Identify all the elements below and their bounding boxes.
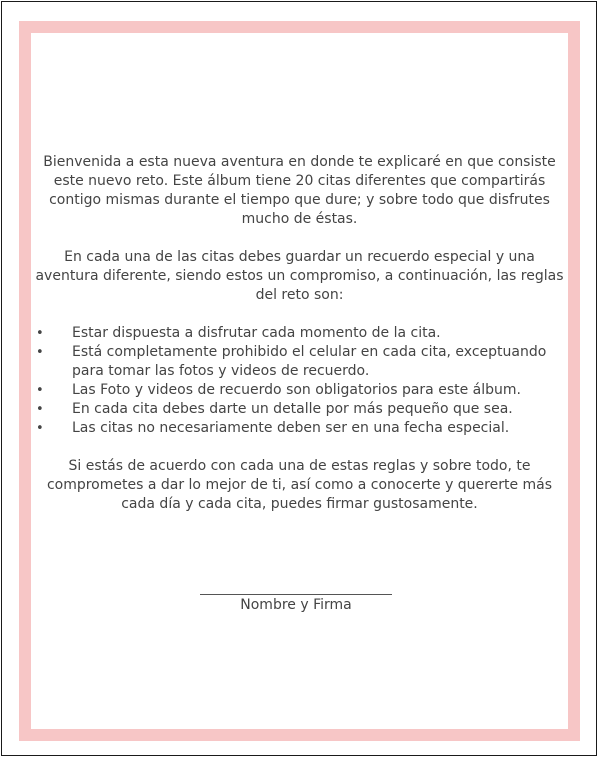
rule-item	[32, 419, 567, 438]
rule-text: Está completamente prohibido el celular en cada cita, exceptuando para tomar las fotos y videos de recuerdo.	[72, 344, 547, 379]
bullet-icon: •	[36, 402, 44, 417]
rules-list	[32, 324, 567, 438]
bullet-icon: •	[36, 345, 44, 360]
document-body	[32, 153, 567, 514]
bullet-icon: •	[36, 383, 44, 398]
rule-item	[32, 324, 567, 343]
rule-item	[32, 381, 567, 400]
bullet-icon: •	[36, 421, 44, 436]
rules-intro-paragraph: En cada una de las citas debes guardar un recuerdo especial y una aventura diferente, siendo estos un compromiso, a continuación, las reglas del reto son:	[35, 249, 564, 303]
signature-label: Nombre y Firma	[240, 597, 352, 613]
bullet-icon: •	[36, 326, 44, 341]
rule-item	[32, 400, 567, 419]
rule-text: Estar dispuesta a disfrutar cada momento de la cita.	[72, 325, 441, 341]
spacer	[32, 305, 567, 324]
closing-paragraph: Si estás de acuerdo con cada una de estas reglas y sobre todo, te comprometes a dar lo mejor de ti, así como a conocerte y quererte más cada día y cada cita, puedes firmar gustosamente.	[46, 458, 553, 512]
intro-paragraph: Bienvenida a esta nueva aventura en donde te explicaré en que consiste este nuevo reto. Este álbum tiene 20 citas diferentes que compartirás contigo mismas durante el tiempo que dure; y sobre todo que disfrutes mucho de éstas.	[43, 154, 556, 227]
signature-block	[200, 594, 392, 613]
rule-item	[32, 343, 567, 381]
rule-text: Las citas no necesariamente deben ser en una fecha especial.	[72, 420, 510, 436]
spacer	[32, 438, 567, 457]
signature-line	[200, 594, 392, 595]
rule-text: Las Foto y videos de recuerdo son obligatorios para este álbum.	[72, 382, 521, 398]
spacer	[32, 229, 567, 248]
rule-text: En cada cita debes darte un detalle por más pequeño que sea.	[72, 401, 513, 417]
